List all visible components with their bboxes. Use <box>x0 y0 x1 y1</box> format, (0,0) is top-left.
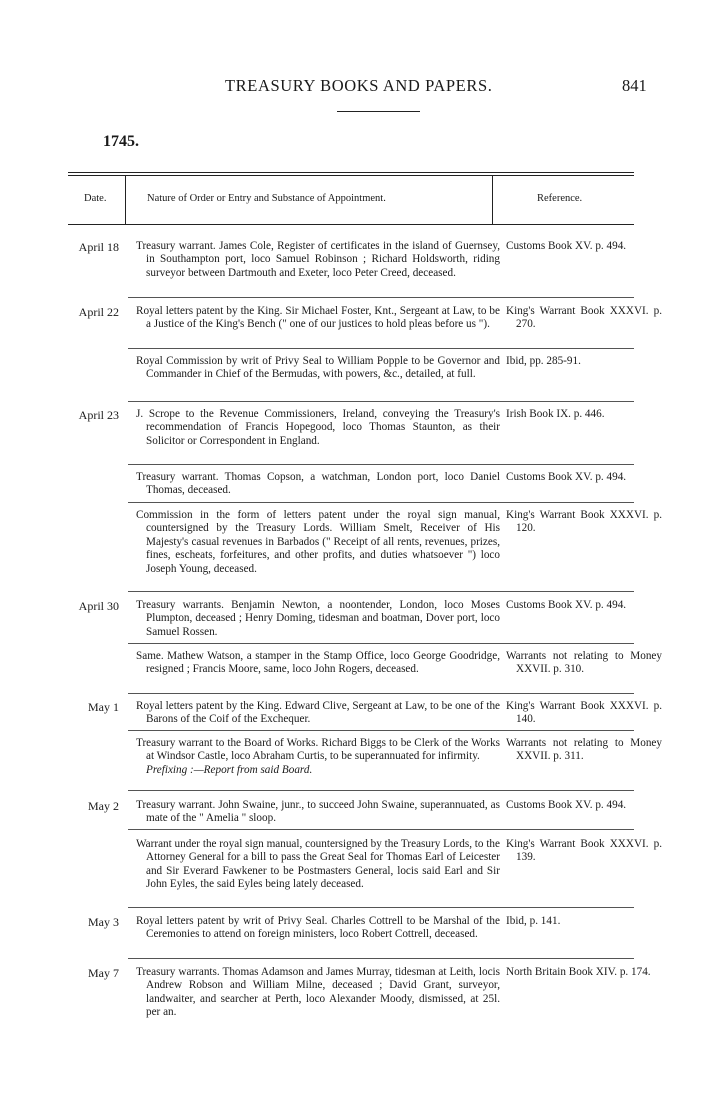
entry-text-prefixing: Prefixing :—Report from said Board. <box>146 763 313 776</box>
entry-date: May 3 <box>88 915 119 929</box>
entry-date: May 1 <box>88 700 119 714</box>
entry-text: Royal letters patent by the King. Sir Michael Foster, Knt., Sergeant at Law, to be a Justice of the King's Bench (" one of our justices to hold pleas before us "). <box>136 305 500 331</box>
page-number: 841 <box>622 76 647 95</box>
entry-reference: Customs Book XV. p. 494. <box>506 799 627 811</box>
row-separator <box>128 643 634 644</box>
column-header-date: Date. <box>84 193 107 204</box>
entry-date: April 22 <box>78 305 119 319</box>
entry-reference: North Britain Book XIV. p. 174. <box>506 966 651 978</box>
row-separator <box>128 297 634 298</box>
entry-text: Same. Mathew Watson, a stamper in the Stamp Office, loco George Goodridge, resigned ; Francis Moore, same, loco John Rogers, deceased. <box>136 650 500 676</box>
entry-date: April 18 <box>78 240 119 254</box>
row-separator <box>128 790 634 791</box>
entry-reference: Customs Book XV. p. 494. <box>506 471 627 483</box>
entry-text-main: Treasury warrant to the Board of Works. Richard Biggs to be Clerk of the Works at Windsor Castle, loco Abraham Curtis, to be superannuated for infirmity. <box>136 737 500 763</box>
entry-reference: Customs Book XV. p. 494. <box>506 240 627 252</box>
entry-reference: King's Warrant Book XXXVI. p. 139. <box>506 838 662 864</box>
row-separator <box>128 348 634 349</box>
entry-text: Royal letters patent by the King. Edward Clive, Sergeant at Law, to be one of the Barons of the Coif of the Exchequer. <box>136 700 500 726</box>
entry-reference: King's Warrant Book XXXVI. p. 270. <box>506 305 662 331</box>
entry-text: Treasury warrants. Thomas Adamson and James Murray, tidesman at Leith, locis Andrew Robson and William Milne, deceased ; David Grant, surveyor, landwaiter, and searcher at Perth, loco Alexander Moody, dismissed, at 25l. per an. <box>136 966 500 1019</box>
entry-reference: King's Warrant Book XXXVI. p. 120. <box>506 509 662 535</box>
row-separator <box>128 401 634 402</box>
entry-date: April 23 <box>78 408 119 422</box>
column-divider-reference <box>492 175 493 224</box>
entry-text: Warrant under the royal sign manual, countersigned by the Treasury Lords, to the Attorney General for a bill to pass the Great Seal for Thomas Earl of Leicester and Sir Everard Fawkener to be Postmasters General, locis said Earl and Sir John Eyles, the said Eyles being lately deceased. <box>136 838 500 891</box>
table-top-rule-inner <box>68 175 634 176</box>
row-separator <box>128 958 634 959</box>
entry-date: May 7 <box>88 966 119 980</box>
entry-reference: Ibid, p. 141. <box>506 915 561 927</box>
table-header-rule <box>68 224 634 225</box>
entry-reference: Warrants not relating to Money XXVII. p. 310. <box>506 650 662 676</box>
row-separator <box>128 907 634 908</box>
entry-text <box>136 737 500 777</box>
row-separator <box>128 464 634 465</box>
entry-text: Commission in the form of letters patent under the royal sign manual, countersigned by the Treasury Lords. William Smelt, Receiver of His Majesty's casual revenues in Barbados (" Receipt of all rents, revenues, prizes, fines, escheats, forfeitures, and other profits, and duties whatsoever ") loco Joseph Young, deceased. <box>136 509 500 575</box>
entry-text: Treasury warrant. John Swaine, junr., to succeed John Swaine, superannuated, as mate of the " Amelia " sloop. <box>136 799 500 825</box>
entry-reference: King's Warrant Book XXXVI. p. 140. <box>506 700 662 726</box>
entry-date: May 2 <box>88 799 119 813</box>
entry-date: April 30 <box>78 599 119 613</box>
entry-reference: Warrants not relating to Money XXVII. p. 311. <box>506 737 662 763</box>
entry-text: Treasury warrant. Thomas Copson, a watchman, London port, loco Daniel Thomas, deceased. <box>136 471 500 497</box>
entry-text: J. Scrope to the Revenue Commissioners, Ireland, conveying the Treasury's recommendation of Francis Hopegood, loco Thomas Staunton, as their Solicitor or Correspondent in England. <box>136 408 500 447</box>
running-header-title: TREASURY BOOKS AND PAPERS. <box>225 76 493 95</box>
entry-text: Royal letters patent by writ of Privy Seal. Charles Cottrell to be Marshal of the Ceremonies to attend on foreign ministers, loco Robert Cottrell, deceased. <box>136 915 500 941</box>
entry-text: Treasury warrant. James Cole, Register of certificates in the island of Guernsey, in Southampton port, loco Samuel Robinson ; Richard Holdsworth, riding surveyor between Dartmouth and Exeter, loco Peter Creed, deceased. <box>136 240 500 279</box>
header-rule <box>337 111 420 112</box>
entry-reference: Customs Book XV. p. 494. <box>506 599 627 611</box>
column-header-nature: Nature of Order or Entry and Substance of Appointment. <box>147 193 386 204</box>
row-separator <box>128 591 634 592</box>
entry-text: Treasury warrants. Benjamin Newton, a noontender, London, loco Moses Plumpton, deceased ; Henry Doming, tidesman and boatman, Dover port, loco Samuel Rossen. <box>136 599 500 638</box>
entry-reference: Ibid, pp. 285-91. <box>506 355 581 367</box>
row-separator <box>128 502 634 503</box>
column-header-reference: Reference. <box>537 193 583 204</box>
entry-text: Royal Commission by writ of Privy Seal to William Popple to be Governor and Commander in Chief of the Bermudas, with powers, &c., detailed, at full. <box>136 355 500 381</box>
row-separator <box>128 693 634 694</box>
table-top-rule <box>68 172 634 173</box>
row-separator <box>128 730 634 731</box>
column-divider-date <box>125 175 126 224</box>
year-heading: 1745. <box>103 133 139 150</box>
entry-reference: Irish Book IX. p. 446. <box>506 408 605 420</box>
row-separator <box>128 829 634 830</box>
